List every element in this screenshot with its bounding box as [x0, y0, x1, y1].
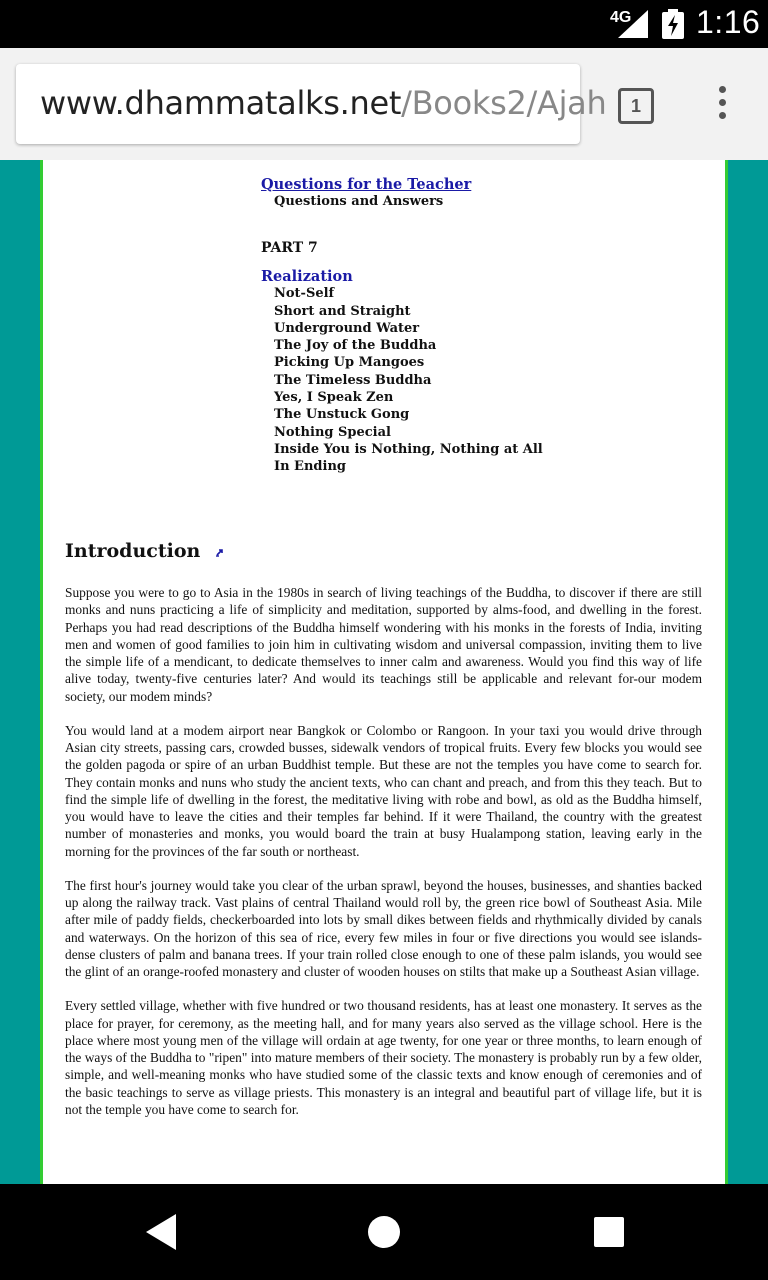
toc-item: Picking Up Mangoes	[274, 355, 425, 371]
back-to-top-icon[interactable]	[215, 547, 225, 557]
paragraph: Suppose you were to go to Asia in the 1980s in search of living teachings of the Buddha, to discover if there are still monks and nuns practicing a life of simplicity and meditation, supported by alms-food, and dwelling in the forest. Perhaps you had read descriptions of the Buddha himself wondering with his monks in the forests of India, inviting men and women of good families to join him in cultivating wisdom and universal compassion, inviting them to live the simple life of a mendicant, to dedicate themselves to inner calm and awareness. Would you find this way of life alive today, twenty-five centuries later? And would its teachings still be applicable and relevant for-our modem society, our modem minds?	[65, 585, 702, 704]
browser-toolbar	[0, 48, 768, 160]
toc-item: Inside You is Nothing, Nothing at All	[274, 441, 543, 457]
battery-charging-icon	[662, 9, 684, 39]
toc-link-realization[interactable]: Realization	[261, 268, 353, 286]
toc-item: Underground Water	[274, 320, 420, 336]
toc-item: The Unstuck Gong	[274, 407, 410, 423]
toc-item: The Timeless Buddha	[274, 372, 432, 388]
recent-apps-icon[interactable]	[594, 1217, 624, 1247]
navigation-bar	[0, 1184, 768, 1280]
toc-item: The Joy of the Buddha	[274, 338, 437, 354]
toc-link-questions-for-the-teacher[interactable]: Questions for the Teacher	[261, 176, 472, 193]
toc-item: In Ending	[274, 459, 346, 475]
article-body	[65, 584, 702, 1135]
web-page-content	[40, 160, 728, 1184]
url-path: /Books2/Ajah	[401, 84, 607, 122]
toc-item: Questions and Answers	[274, 194, 444, 209]
url-bar[interactable]	[16, 64, 607, 144]
back-icon[interactable]	[144, 1214, 178, 1250]
toc-item: Not-Self	[274, 286, 335, 302]
network-type: 4G	[610, 9, 632, 26]
paragraph: You would land at a modem airport near Bangkok or Colombo or Rangoon. In your taxi you would drive through Asian city streets, passing cars, crowded busses, sidewalk vendors of tropical fruits. Every few blocks you would see the golden pagoda or spire of an urban Buddhist temple. But these are not the temples you have come to search for. They contain monks and nuns who study the ancient texts, who can chant and preach, and from this they teach. But to find the simple life of dwelling in the forest, the meditative living with robe and bowl, as old as the Buddha himself, you would have to leave the cities and their temples far behind. If it were Thailand, the country with the greatest number of monasteries and monks, you would board the train at busy Hualampong station, leaving early in the morning for the provinces of the far south or northeast.	[65, 722, 702, 859]
clock: 1:16	[696, 4, 761, 40]
toc-item: Yes, I Speak Zen	[274, 390, 394, 406]
url-text[interactable]	[40, 84, 606, 122]
part-label: PART 7	[261, 240, 318, 257]
toc-item: Short and Straight	[274, 303, 411, 319]
heading-text: Introduction	[65, 540, 201, 562]
home-icon[interactable]	[368, 1216, 400, 1248]
paragraph: Every settled village, whether with five hundred or two thousand residents, has at least one monastery. It serves as the place for prayer, for ceremony, as the meeting hall, and for many years also served as the village school. Here is the place where most young men of the village will ordain at age twenty, for one year or three months, to learn enough of the ways of the Buddha to "ripen" into mature members of their society. The monastery is probably run by a few older, simple, and well-meaning monks who have studied some of the classic texts and know enough of ceremonies and of the basic teachings to serve as village priests. This monastery is an integral and beautiful part of village life, but it is not the temple you have come to search for.	[65, 998, 702, 1117]
table-of-contents	[261, 176, 721, 476]
url-host: www.dhammatalks.net	[40, 84, 402, 122]
toc-item: Nothing Special	[274, 424, 391, 440]
paragraph: The first hour's journey would take you clear of the urban sprawl, beyond the houses, businesses, and shanties backed up along the railway track. Vast plains of central Thailand would roll by, the green rice bowl of Southeast Asia. Mile after mile of paddy fields, checkerboarded into lots by small dikes between fields and rhythmically divided by canals and waterways. On the horizon of this sea of rice, every few miles in four or five directions you would see islands-dense clusters of palm and banana trees. If your train rolled close enough to one of these palm islands, you would see the glint of an orange-roofed monastery and cluster of wooden houses on stilts that make up a Southeast Asian village.	[65, 877, 702, 979]
section-heading	[65, 540, 225, 562]
overflow-menu-icon[interactable]	[712, 86, 732, 126]
tab-switcher-button[interactable]: 1	[618, 88, 654, 124]
status-bar	[0, 0, 768, 48]
